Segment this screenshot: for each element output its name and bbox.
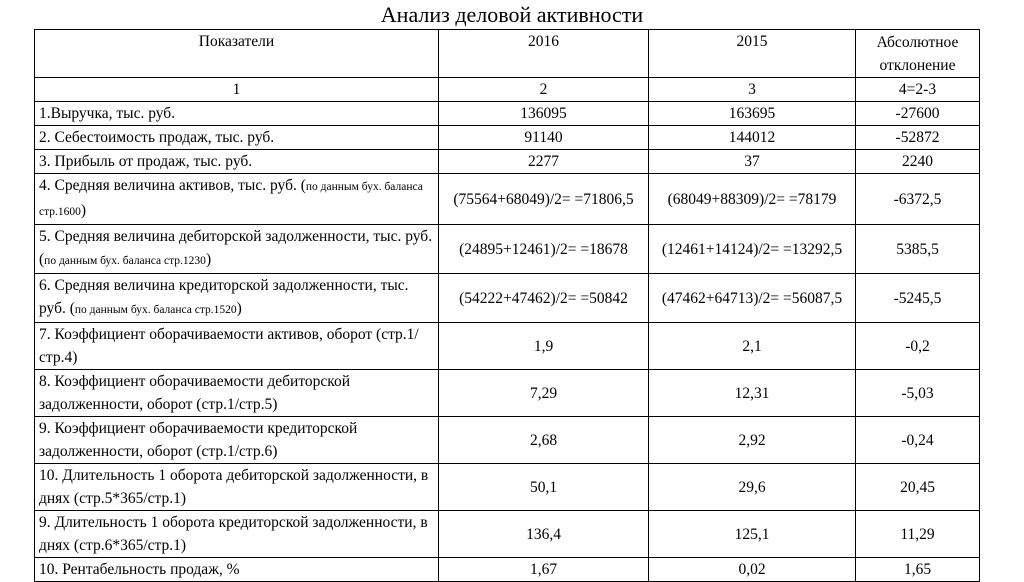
header-number-2: 2	[439, 78, 649, 102]
row-label	[35, 274, 439, 323]
row-label	[35, 225, 439, 274]
value-diff: 11,29	[856, 511, 980, 558]
value-2016: 136,4	[439, 511, 649, 558]
row-label: 1.Выручка, тыс. руб.	[35, 102, 439, 126]
value-2016: 136095	[439, 102, 649, 126]
value-2015: 125,1	[649, 511, 856, 558]
value-2016: 7,29	[439, 370, 649, 417]
table-row	[35, 225, 980, 274]
row-label-note-end: )	[205, 251, 212, 268]
row-label: 10. Длительность 1 оборота дебиторской задолженности, в днях (стр.5*365/стр.1)	[35, 464, 439, 511]
header-2015: 2015	[649, 30, 856, 78]
row-label-note: по данным бух. баланса стр.1520	[74, 304, 237, 316]
value-2015: (68049+88309)/2= =78179	[649, 174, 856, 225]
value-2016: (54222+47462)/2= =50842	[439, 274, 649, 323]
row-label: 8. Коэффициент оборачиваемости дебиторской задолженности, оборот (стр.1/стр.5)	[35, 370, 439, 417]
value-2015: 163695	[649, 102, 856, 126]
value-2015: 12,31	[649, 370, 856, 417]
row-label: 10. Рентабельность продаж, %	[35, 558, 439, 582]
value-2016: 1,67	[439, 558, 649, 582]
business-activity-table	[34, 29, 980, 582]
value-diff: -6372,5	[856, 174, 980, 225]
header-number-row	[35, 78, 980, 102]
row-label-text: 6. Средняя величина кредиторской задолженности, тыс. руб. (	[39, 277, 409, 317]
value-diff: -52872	[856, 126, 980, 150]
header-2016: 2016	[439, 30, 649, 78]
value-2015: 37	[649, 150, 856, 174]
value-diff: 1,65	[856, 558, 980, 582]
table-row	[35, 511, 980, 558]
value-diff: 20,45	[856, 464, 980, 511]
value-2016: 50,1	[439, 464, 649, 511]
row-label: 2. Себестоимость продаж, тыс. руб.	[35, 126, 439, 150]
row-label: 9. Длительность 1 оборота кредиторской задолженности, в днях (стр.6*365/стр.1)	[35, 511, 439, 558]
table-row	[35, 464, 980, 511]
value-diff: -0,2	[856, 323, 980, 370]
page-title: Анализ деловой активности	[380, 2, 644, 27]
value-diff: -5,03	[856, 370, 980, 417]
value-diff: -27600	[856, 102, 980, 126]
row-label-note: по данным бух. баланса стр.1230	[44, 255, 206, 267]
value-2016: 91140	[439, 126, 649, 150]
header-row	[35, 30, 980, 78]
value-2015: 29,6	[649, 464, 856, 511]
value-2015: (12461+14124)/2= =13292,5	[649, 225, 856, 274]
value-2015: 2,92	[649, 417, 856, 464]
value-diff: -5245,5	[856, 274, 980, 323]
row-label	[35, 174, 439, 225]
value-2015: (47462+64713)/2= =56087,5	[649, 274, 856, 323]
header-absolute-deviation: Абсолютное отклонение	[856, 30, 980, 78]
row-label: 9. Коэффициент оборачиваемости кредиторской задолженности, оборот (стр.1/стр.6)	[35, 417, 439, 464]
header-number-1: 1	[35, 78, 439, 102]
value-2016: (24895+12461)/2= =18678	[439, 225, 649, 274]
row-label-note-end: )	[236, 300, 242, 317]
table-row	[35, 102, 980, 126]
row-label-text: 5. Средняя величина дебиторской задолженности, тыс. руб. (	[39, 228, 433, 268]
table-row	[35, 274, 980, 323]
table-row	[35, 174, 980, 225]
value-2015: 144012	[649, 126, 856, 150]
value-diff: 5385,5	[856, 225, 980, 274]
value-diff: 2240	[856, 150, 980, 174]
value-2015: 0,02	[649, 558, 856, 582]
table-row	[35, 323, 980, 370]
row-label-note-end: )	[80, 202, 87, 219]
table-row	[35, 370, 980, 417]
value-2016: 1,9	[439, 323, 649, 370]
row-label: 3. Прибыль от продаж, тыс. руб.	[35, 150, 439, 174]
table-row	[35, 558, 980, 582]
table-row	[35, 417, 980, 464]
header-indicators: Показатели	[35, 30, 439, 78]
header-number-4: 4=2-3	[856, 78, 980, 102]
row-label: 7. Коэффициент оборачиваемости активов, оборот (стр.1/ стр.4)	[35, 323, 439, 370]
table-row	[35, 150, 980, 174]
value-2016: 2,68	[439, 417, 649, 464]
table-row	[35, 126, 980, 150]
row-label-text: 4. Средняя величина активов, тыс. руб. (	[39, 177, 306, 194]
value-diff: -0,24	[856, 417, 980, 464]
value-2015: 2,1	[649, 323, 856, 370]
row-label-note: по данным бух. баланса стр.1600	[39, 181, 423, 218]
value-2016: 2277	[439, 150, 649, 174]
value-2016: (75564+68049)/2= =71806,5	[439, 174, 649, 225]
header-number-3: 3	[649, 78, 856, 102]
